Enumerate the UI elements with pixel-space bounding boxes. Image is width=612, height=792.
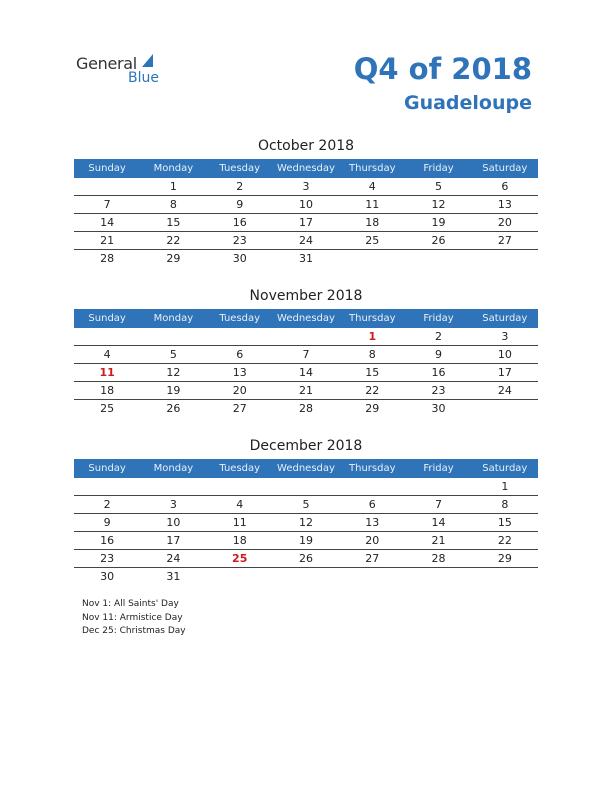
day-cell: 14	[100, 216, 115, 229]
day-cell: 14	[431, 516, 446, 529]
holiday-note: Nov 1: All Saints' Day	[82, 599, 179, 609]
week-row	[74, 346, 538, 364]
day-cell: 7	[302, 348, 310, 361]
day-cell	[74, 178, 140, 195]
day-cell: 13	[232, 366, 247, 379]
week-row	[74, 196, 538, 214]
day-cell: 14	[298, 366, 313, 379]
day-cell: 10	[166, 516, 181, 529]
day-cell: 2	[103, 498, 111, 511]
day-cell	[74, 328, 140, 345]
holiday-notes	[82, 598, 186, 639]
month-title: December 2018	[249, 438, 363, 454]
day-cell: 5	[435, 180, 443, 193]
day-cell: 10	[497, 348, 512, 361]
day-cell: 12	[431, 198, 446, 211]
day-cell: 19	[298, 534, 313, 547]
day-cell: 2	[236, 180, 244, 193]
day-cell	[273, 328, 339, 345]
day-cell: 24	[166, 552, 181, 565]
day-cell: 25	[365, 234, 380, 247]
day-cell: 3	[302, 180, 310, 193]
weekday-label: Monday	[153, 313, 194, 324]
weekday-header	[74, 459, 538, 478]
day-cell: 27	[497, 234, 512, 247]
day-cell: 30	[431, 402, 446, 415]
week-row	[74, 232, 538, 250]
day-cell: 3	[169, 498, 177, 511]
day-cell: 1	[169, 180, 177, 193]
weekday-label: Saturday	[482, 313, 528, 324]
day-cell: 17	[497, 366, 512, 379]
week-row	[74, 382, 538, 400]
day-cell: 19	[166, 384, 181, 397]
day-cell: 15	[497, 516, 512, 529]
weekday-label: Thursday	[349, 163, 396, 174]
day-cell	[273, 568, 339, 585]
week-row	[74, 250, 538, 267]
day-cell: 15	[365, 366, 380, 379]
day-cell: 11	[232, 516, 247, 529]
weekday-header	[74, 159, 538, 178]
day-cell: 26	[431, 234, 446, 247]
day-cell: 4	[368, 180, 376, 193]
day-cell: 6	[501, 180, 509, 193]
weekday-label: Monday	[153, 463, 194, 474]
day-cell: 9	[435, 348, 443, 361]
day-cell: 20	[232, 384, 247, 397]
day-cell	[472, 568, 538, 585]
day-cell: 5	[169, 348, 177, 361]
day-cell: 26	[298, 552, 313, 565]
day-cell: 15	[166, 216, 181, 229]
day-cell	[207, 568, 273, 585]
day-cell: 18	[100, 384, 115, 397]
day-cell: 25	[100, 402, 115, 415]
week-row	[74, 400, 538, 417]
weekday-label: Saturday	[482, 463, 528, 474]
weekday-label: Sunday	[88, 163, 126, 174]
day-cell: 28	[431, 552, 446, 565]
day-cell	[207, 328, 273, 345]
day-cell: 27	[365, 552, 380, 565]
holiday-day-cell: 11	[99, 366, 115, 379]
weekday-label: Tuesday	[219, 313, 261, 324]
day-cell: 23	[100, 552, 115, 565]
page-title: Q4 of 2018	[353, 52, 532, 86]
weekday-label: Thursday	[349, 313, 396, 324]
weekday-label: Friday	[423, 313, 454, 324]
logo-triangle-icon	[142, 54, 153, 67]
day-cell: 18	[232, 534, 247, 547]
day-cell: 27	[232, 402, 247, 415]
day-cell: 8	[169, 198, 177, 211]
weekday-label: Sunday	[88, 313, 126, 324]
weekday-label: Thursday	[349, 463, 396, 474]
day-cell: 8	[368, 348, 376, 361]
day-cell: 17	[166, 534, 181, 547]
day-cell	[273, 478, 339, 495]
day-cell	[140, 328, 206, 345]
logo-blue-text: Blue	[128, 70, 159, 86]
day-cell	[405, 250, 471, 267]
month-calendar	[74, 137, 538, 267]
day-cell: 19	[431, 216, 446, 229]
day-cell: 13	[365, 516, 380, 529]
day-cell: 6	[368, 498, 376, 511]
logo-general-text: General	[76, 54, 137, 73]
day-cell: 28	[100, 252, 115, 265]
weekday-label: Saturday	[482, 163, 528, 174]
day-cell: 22	[166, 234, 181, 247]
week-row	[74, 514, 538, 532]
week-row	[74, 214, 538, 232]
day-cell	[405, 478, 471, 495]
day-cell: 12	[166, 366, 181, 379]
month-title: November 2018	[249, 288, 363, 304]
weekday-label: Sunday	[88, 463, 126, 474]
day-cell: 9	[103, 516, 111, 529]
day-cell	[140, 478, 206, 495]
week-row	[74, 364, 538, 382]
holiday-note: Dec 25: Christmas Day	[82, 626, 186, 636]
week-row	[74, 550, 538, 568]
day-cell: 1	[501, 480, 509, 493]
week-row	[74, 178, 538, 196]
weekday-label: Friday	[423, 163, 454, 174]
day-cell	[339, 568, 405, 585]
day-cell: 23	[232, 234, 247, 247]
week-row	[74, 568, 538, 585]
day-cell: 29	[497, 552, 512, 565]
day-cell: 31	[166, 570, 181, 583]
weekday-header	[74, 309, 538, 328]
day-cell: 11	[365, 198, 380, 211]
month-calendar	[74, 437, 538, 585]
day-cell: 29	[166, 252, 181, 265]
day-cell: 2	[435, 330, 443, 343]
weekday-label: Wednesday	[277, 463, 335, 474]
weekday-label: Tuesday	[219, 163, 261, 174]
weekday-label: Wednesday	[277, 163, 335, 174]
month-calendar	[74, 287, 538, 417]
day-cell: 10	[298, 198, 313, 211]
day-cell: 30	[100, 570, 115, 583]
month-title: October 2018	[257, 138, 355, 154]
day-cell: 22	[497, 534, 512, 547]
day-cell: 17	[298, 216, 313, 229]
day-cell: 22	[365, 384, 380, 397]
holiday-day-cell: 1	[368, 330, 377, 343]
day-cell: 3	[501, 330, 509, 343]
day-cell: 8	[501, 498, 509, 511]
day-cell: 28	[298, 402, 313, 415]
day-cell: 24	[497, 384, 512, 397]
day-cell: 21	[100, 234, 115, 247]
week-row	[74, 478, 538, 496]
day-cell: 20	[497, 216, 512, 229]
day-cell: 31	[298, 252, 313, 265]
week-row	[74, 532, 538, 550]
weekday-label: Friday	[423, 463, 454, 474]
weekday-label: Monday	[153, 163, 194, 174]
day-cell: 23	[431, 384, 446, 397]
holiday-note: Nov 11: Armistice Day	[82, 612, 183, 623]
weekday-label: Wednesday	[277, 313, 335, 324]
day-cell: 16	[431, 366, 446, 379]
day-cell: 29	[365, 402, 380, 415]
week-row	[74, 496, 538, 514]
weekday-label: Tuesday	[219, 463, 261, 474]
logo	[76, 52, 186, 88]
day-cell: 7	[103, 198, 111, 211]
day-cell: 13	[497, 198, 512, 211]
day-cell: 6	[236, 348, 244, 361]
day-cell: 24	[298, 234, 313, 247]
week-row	[74, 328, 538, 346]
day-cell: 26	[166, 402, 181, 415]
day-cell: 4	[236, 498, 244, 511]
day-cell	[74, 478, 140, 495]
day-cell: 7	[435, 498, 443, 511]
day-cell: 5	[302, 498, 310, 511]
day-cell: 16	[232, 216, 247, 229]
day-cell: 18	[365, 216, 380, 229]
page-subtitle: Guadeloupe	[403, 92, 532, 114]
holiday-day-cell: 25	[232, 552, 248, 565]
day-cell: 12	[298, 516, 313, 529]
day-cell	[405, 568, 471, 585]
day-cell	[472, 250, 538, 267]
day-cell	[339, 478, 405, 495]
day-cell	[207, 478, 273, 495]
day-cell	[339, 250, 405, 267]
day-cell: 21	[298, 384, 313, 397]
day-cell: 9	[236, 198, 244, 211]
day-cell: 4	[103, 348, 111, 361]
day-cell	[472, 400, 538, 417]
day-cell: 21	[431, 534, 446, 547]
day-cell: 16	[100, 534, 115, 547]
day-cell: 20	[365, 534, 380, 547]
day-cell: 30	[232, 252, 247, 265]
